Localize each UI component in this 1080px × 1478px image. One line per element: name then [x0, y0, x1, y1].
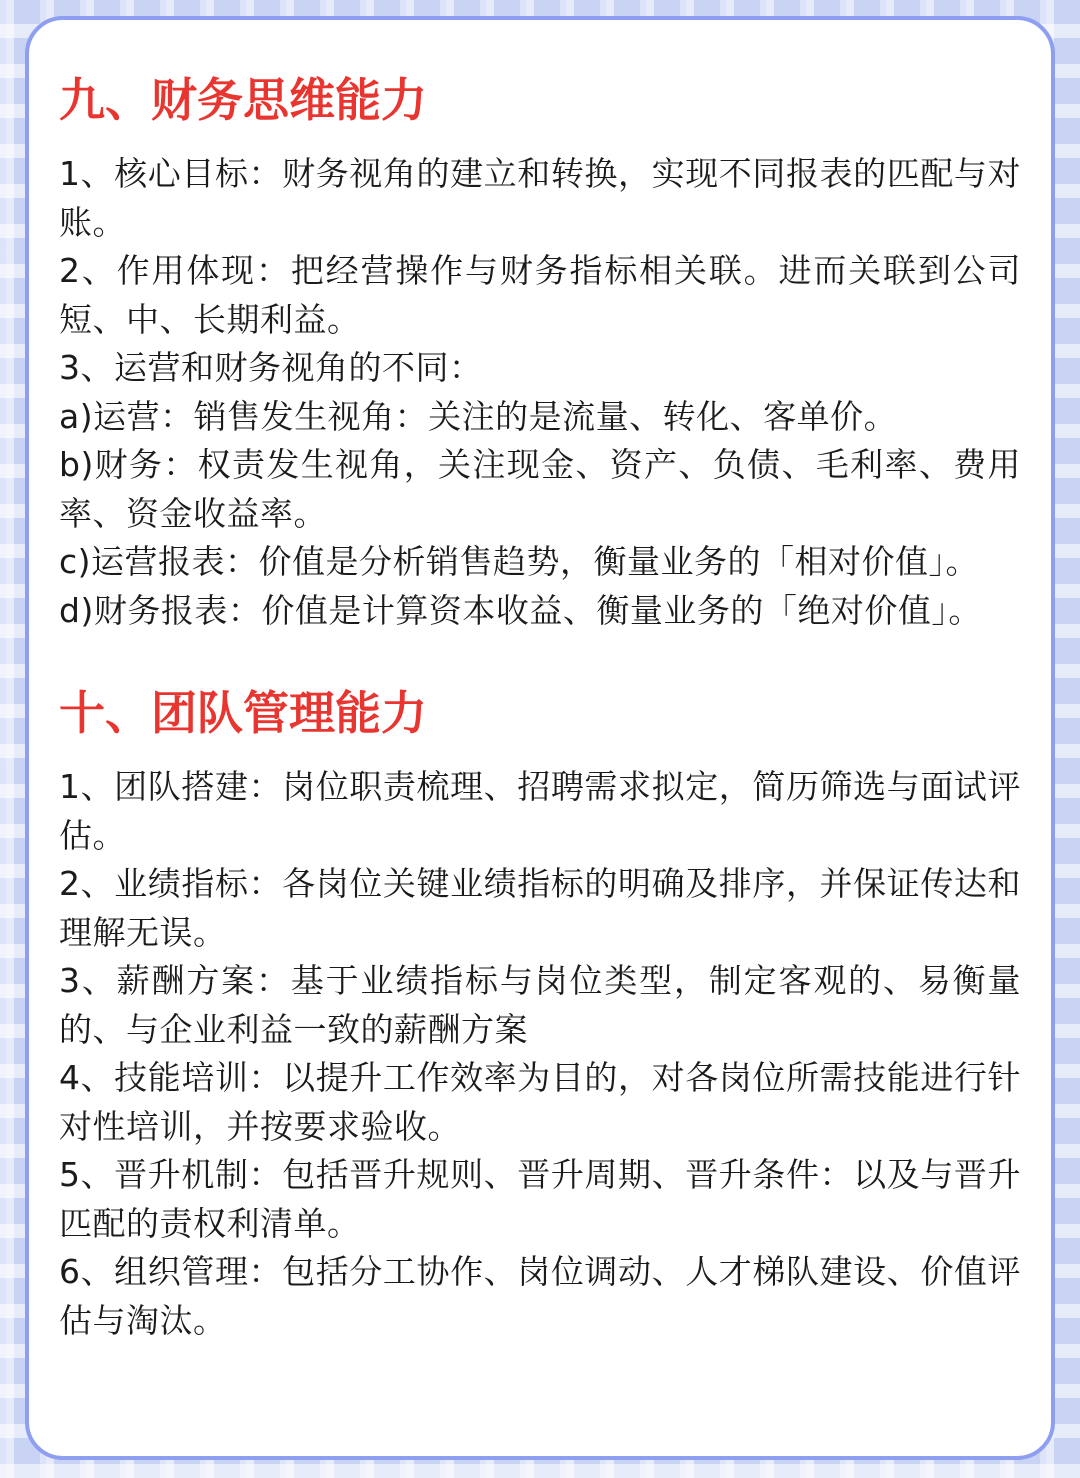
list-item: d)财务报表：价值是计算资本收益、衡量业务的「绝对价值」。 — [59, 590, 982, 630]
section-title: 九、财务思维能力 — [59, 73, 427, 127]
section-team-management — [59, 683, 1021, 1345]
list-item: 5、晋升机制：包括晋升规则、晋升周期、晋升条件：以及与晋升匹配的责权利清单。 — [59, 1155, 1021, 1243]
list-item: a)运营：销售发生视角：关注的是流量、转化、客单价。 — [59, 396, 898, 436]
item-list — [59, 150, 1021, 635]
item-list — [59, 763, 1021, 1345]
list-item: 3、运营和财务视角的不同： — [59, 348, 483, 387]
section-finance-thinking — [59, 70, 1021, 635]
list-item: 1、团队搭建：岗位职责梳理、招聘需求拟定，简历筛选与面试评估。 — [59, 767, 1021, 855]
list-item: 3、薪酬方案：基于业绩指标与岗位类型，制定客观的、易衡量的、与企业利益一致的薪酬方案 — [59, 961, 1021, 1049]
list-item: 2、作用体现：把经营操作与财务指标相关联。进而关联到公司短、中、长期利益。 — [59, 251, 1021, 339]
list-item: 4、技能培训：以提升工作效率为目的，对各岗位所需技能进行针对性培训，并按要求验收。 — [59, 1058, 1021, 1146]
list-item: 2、业绩指标：各岗位关键业绩指标的明确及排序，并保证传达和理解无误。 — [59, 864, 1021, 952]
list-item: 1、核心目标：财务视角的建立和转换，实现不同报表的匹配与对账。 — [59, 154, 1021, 242]
list-item: b)财务：权责发生视角，关注现金、资产、负债、毛利率、费用率、资金收益率。 — [59, 445, 1021, 533]
section-title: 十、团队管理能力 — [59, 686, 427, 740]
list-item: c)运营报表：价值是分析销售趋势，衡量业务的「相对价值」。 — [59, 542, 980, 581]
list-item: 6、组织管理：包括分工协作、岗位调动、人才梯队建设、价值评估与淘汰。 — [59, 1252, 1021, 1340]
content-card — [25, 16, 1055, 1460]
